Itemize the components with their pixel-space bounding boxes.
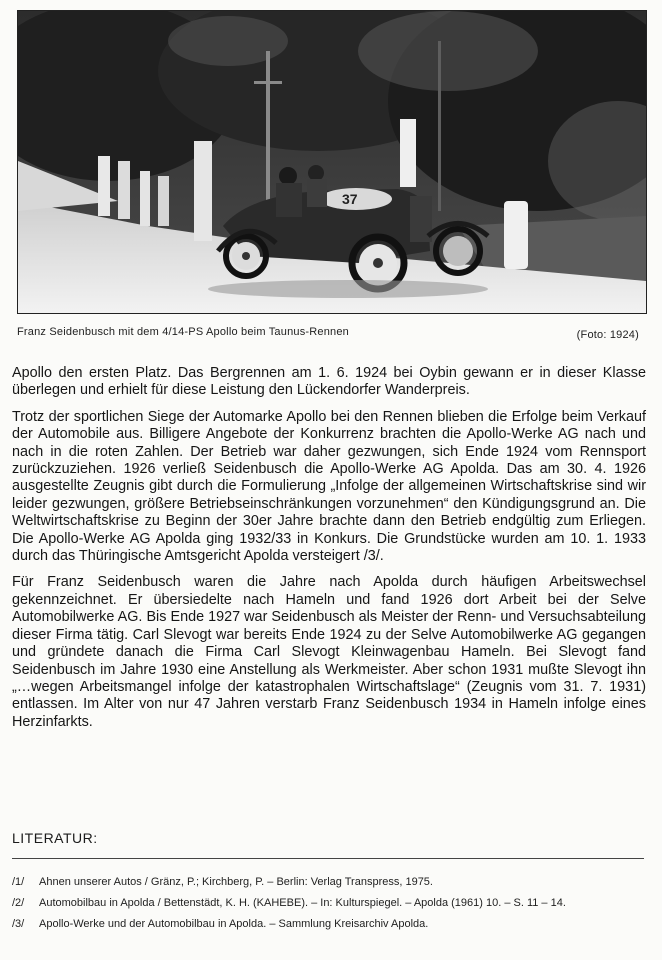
divider: [12, 858, 644, 859]
caption-text: Franz Seidenbusch mit dem 4/14-PS Apollo beim Taunus-Rennen: [17, 326, 350, 338]
reference-text: Apollo-Werke und der Automobilbau in Apolda. – Sammlung Kreisarchiv Apolda.: [39, 918, 429, 930]
paragraph: Für Franz Seidenbusch waren die Jahre nach Apolda durch häufigen Arbeitswechsel gekennzeichnet. Er übersiedelte nach Hameln und fand 1926 dort Arbeit bei der Selve Automobilwerke AG. Bis Ende 1927 war Seidenbusch als Meister der Renn- und Versuchsabteilung dieser Firma tätig. Carl Slevogt war bereits Ende 1924 zu der Selve Automobilwerke AG gegangen und gründete danach die Firma Carl Slevogt Kleinwagenbau Hameln. Bei Slevogt fand Seidenbusch im Jahre 1930 eine Anstellung als Werkmeister. Aber schon 1931 mußte Slevogt ihn „…wegen Arbeitsmangel infolge der katastrophalen Wirtschaftslage“ (Zeugnis vom 31. 7. 1931) entlassen. Im Alter von nur 47 Jahren verstarb Franz Seidenbusch 1934 in Hameln infolge eines Herzinfarkts.: [12, 574, 646, 730]
reference-number: /1/: [12, 876, 25, 888]
reference-list: [12, 875, 646, 938]
photo-credit: (Foto: 1924): [576, 329, 639, 341]
reference-item: [12, 917, 646, 931]
literature-heading: LITERATUR:: [12, 830, 98, 846]
paragraph: Apollo den ersten Platz. Das Bergrennen am 1. 6. 1924 bei Oybin gewann er in dieser Klasse überlegen und erhielt für diese Leistung den Lückendorfer Wanderpreis.: [12, 365, 646, 399]
article-body: [12, 365, 646, 740]
reference-number: /2/: [12, 897, 25, 909]
reference-item: [12, 896, 646, 910]
paragraph: Trotz der sportlichen Siege der Automarke Apollo bei den Rennen blieben die Erfolge beim Verkauf der Automobile aus. Billigere Angebote der Konkurrenz brachten die Apollo-Werke AG nach und nach in die roten Zahlen. Der Betrieb war daher gezwungen, sich Ende 1924 vom Rennsport zurückzuziehen. 1926 verließ Seidenbusch die Apollo-Werke AG Apolda. Das am 30. 4. 1926 ausgestellte Zeugnis gibt durch die Formulierung „Infolge der allgemeinen Wirtschaftskrise sind wir leider gezwungen, größere Betriebseinschränkungen vorzunehmen“ den Kündigungsgrund an. Die Weltwirtschaftskrise zu Beginn der 30er Jahre brachte dann den Betrieb endgültig zum Erliegen. Die Apollo-Werke AG Apolda ging 1932/33 in Konkurs. Die Grundstücke wurden am 10. 1. 1933 durch das Thüringische Amtsgericht Apolda versteigert /3/.: [12, 408, 646, 565]
reference-item: [12, 875, 646, 889]
race-photo: [17, 10, 647, 314]
car-number: 37: [342, 191, 358, 207]
reference-text: Automobilbau in Apolda / Bettenstädt, K. H. (KAHEBE). – In: Kulturspiegel. – Apolda (1961) 10. – S. 11 – 14.: [39, 897, 566, 909]
reference-number: /3/: [12, 918, 25, 930]
reference-text: Ahnen unserer Autos / Gränz, P.; Kirchberg, P. – Berlin: Verlag Transpress, 1975.: [39, 876, 433, 888]
